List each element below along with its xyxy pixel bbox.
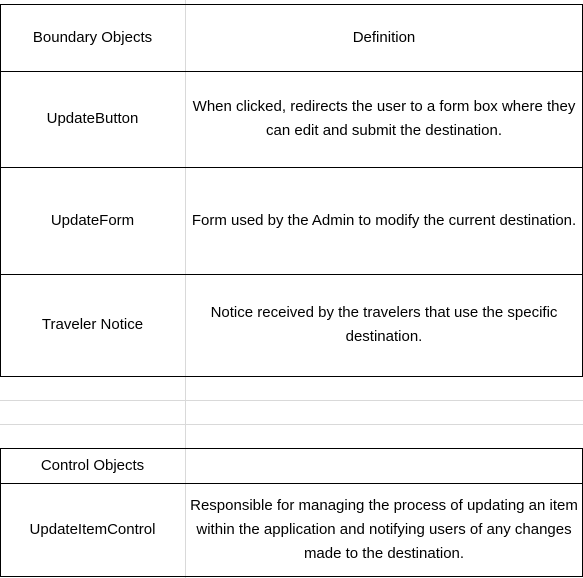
table-border <box>0 167 583 168</box>
empty-cell[interactable] <box>185 448 583 483</box>
boundary-objects-header[interactable]: Boundary Objects <box>32 28 153 46</box>
table-border <box>0 4 1 377</box>
table-row <box>0 167 583 274</box>
control-objects-header[interactable]: Control Objects <box>40 456 145 474</box>
table-row <box>0 483 583 576</box>
table-row <box>0 71 583 167</box>
object-name-cell[interactable]: Traveler Notice <box>41 316 144 333</box>
definition-cell[interactable]: When clicked, redirects the user to a form box where they can edit and submit the destination. <box>192 98 576 139</box>
table-border <box>0 274 583 275</box>
row-gridline <box>0 424 583 425</box>
table-border <box>0 448 1 577</box>
table-border <box>0 483 583 484</box>
table-row <box>0 4 583 71</box>
table-border <box>0 71 583 72</box>
object-name-cell[interactable]: UpdateForm <box>50 211 135 229</box>
table-row <box>0 274 583 376</box>
table-border <box>0 4 583 5</box>
row-gridline <box>0 400 583 401</box>
table-border <box>0 376 583 377</box>
object-name-cell[interactable]: UpdateButton <box>46 110 139 127</box>
object-name-cell[interactable]: UpdateItemControl <box>29 520 156 538</box>
definition-cell[interactable]: Notice received by the travelers that use the specific destination. <box>210 304 558 345</box>
definition-header[interactable]: Definition <box>352 28 416 46</box>
table-row <box>0 448 583 483</box>
definition-cell[interactable]: Form used by the Admin to modify the current destination. <box>191 211 577 229</box>
definition-cell[interactable]: Responsible for managing the process of updating an item within the application and notifying users of any changes made to the destination. <box>190 496 578 562</box>
table-border <box>0 576 583 577</box>
table-border <box>0 448 583 449</box>
